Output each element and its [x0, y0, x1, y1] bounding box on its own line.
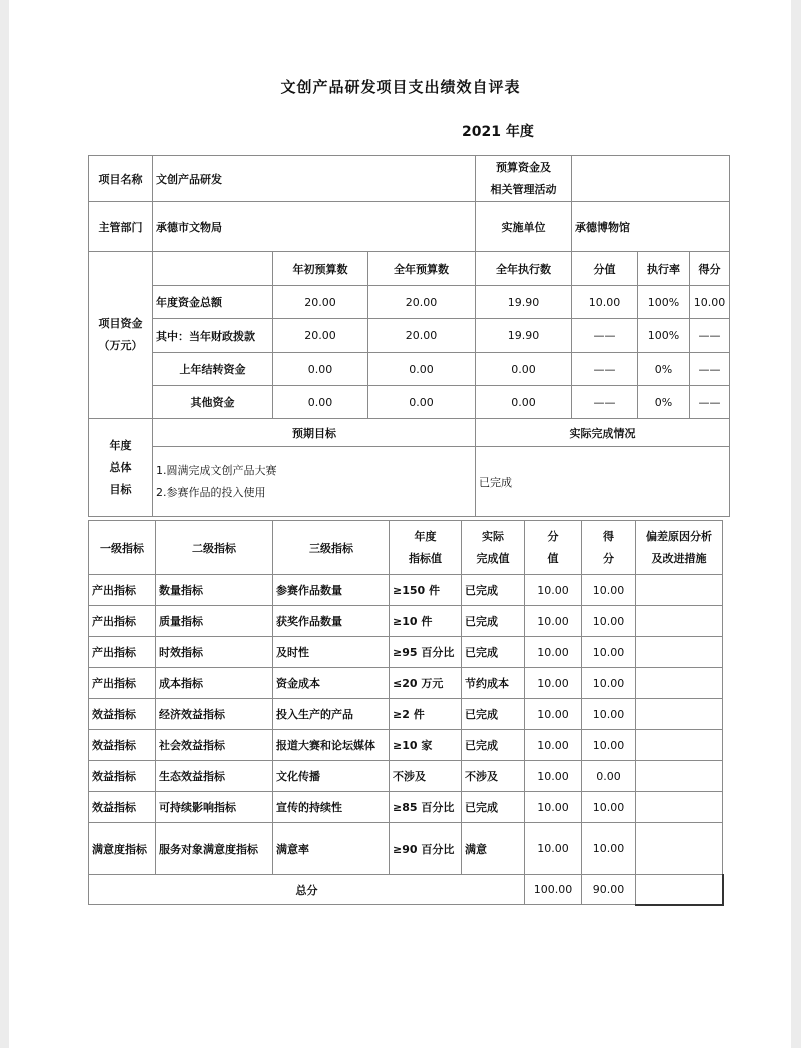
indicator-score: 10.00 [582, 637, 636, 668]
funds-row-initial: 20.00 [273, 319, 368, 353]
funds-row-rate: 0% [638, 353, 690, 386]
indicator-level1: 效益指标 [89, 699, 156, 730]
indicator-row [89, 575, 723, 606]
indicator-level3: 资金成本 [273, 668, 390, 699]
header-level3: 三级指标 [273, 521, 390, 575]
indicator-score-value: 10.00 [525, 668, 582, 699]
indicator-target: ≥95 百分比 [390, 637, 462, 668]
funds-row [89, 386, 730, 419]
funds-row-initial: 0.00 [273, 353, 368, 386]
dept-label: 主管部门 [89, 202, 153, 252]
funds-row-rate: 0% [638, 386, 690, 419]
funds-row-name: 其中：当年财政拨款 [153, 319, 273, 353]
indicator-level1: 效益指标 [89, 792, 156, 823]
goals-label-line-2: 总体 [109, 460, 132, 474]
indicator-score-value: 10.00 [525, 823, 582, 875]
funds-header-rate: 执行率 [638, 252, 690, 286]
project-name-label: 项目名称 [89, 156, 153, 202]
indicator-header-row [89, 521, 723, 575]
indicator-row [89, 699, 723, 730]
indicator-note [636, 668, 723, 699]
funds-row-annual: 20.00 [368, 319, 476, 353]
indicator-score-value: 10.00 [525, 730, 582, 761]
goals-actual-header: 实际完成情况 [476, 419, 730, 447]
funds-row [89, 353, 730, 386]
funds-header-initial: 年初预算数 [273, 252, 368, 286]
indicator-level1: 效益指标 [89, 761, 156, 792]
indicator-row [89, 761, 723, 792]
goals-label [89, 419, 153, 517]
funds-label-line-1: 项目资金 [98, 317, 143, 330]
funds-row-executed: 19.90 [476, 286, 572, 319]
indicator-score-value: 10.00 [525, 606, 582, 637]
indicator-target: ≥150 件 [390, 575, 462, 606]
header-score-line-2: 分 [603, 551, 614, 565]
funds-row-score-value: 10.00 [572, 286, 638, 319]
indicator-target: ≥85 百分比 [390, 792, 462, 823]
indicator-target: ≥10 件 [390, 606, 462, 637]
header-analysis [636, 521, 723, 575]
funds-label [89, 252, 153, 419]
indicator-note [636, 575, 723, 606]
funds-row-annual: 0.00 [368, 353, 476, 386]
indicator-level2: 服务对象满意度指标 [156, 823, 273, 875]
header-score [582, 521, 636, 575]
header-level2: 二级指标 [156, 521, 273, 575]
funds-row-score-value: —— [572, 353, 638, 386]
goals-label-line-3: 目标 [109, 482, 132, 496]
indicator-target: ≤20 万元 [390, 668, 462, 699]
header-actual [462, 521, 525, 575]
funds-row-name: 上年结转资金 [153, 353, 273, 386]
funds-row-score: —— [690, 386, 730, 419]
dept-value: 承德市文物局 [153, 202, 476, 252]
indicator-score: 10.00 [582, 823, 636, 875]
indicator-level1: 产出指标 [89, 668, 156, 699]
indicator-score: 10.00 [582, 606, 636, 637]
indicator-target: ≥90 百分比 [390, 823, 462, 875]
total-value: 100.00 [525, 875, 582, 905]
indicator-row [89, 730, 723, 761]
header-analysis-line-1: 偏差原因分析 [646, 529, 712, 543]
indicator-actual: 节约成本 [462, 668, 525, 699]
indicator-target: ≥2 件 [390, 699, 462, 730]
indicator-level2: 数量指标 [156, 575, 273, 606]
indicator-row [89, 606, 723, 637]
funds-row-annual: 0.00 [368, 386, 476, 419]
total-label: 总分 [89, 875, 525, 905]
funds-label-line-2: （万元） [98, 339, 143, 352]
indicator-level2: 可持续影响指标 [156, 792, 273, 823]
goals-actual-content: 已完成 [476, 447, 730, 517]
indicator-score: 10.00 [582, 699, 636, 730]
indicator-row [89, 637, 723, 668]
funds-row-executed: 19.90 [476, 319, 572, 353]
budget-activity-value [572, 156, 730, 202]
funds-header-blank [153, 252, 273, 286]
funds-header-score-value: 分值 [572, 252, 638, 286]
indicator-actual: 已完成 [462, 637, 525, 668]
funds-row-score-value: —— [572, 386, 638, 419]
header-actual-line-1: 实际 [482, 529, 504, 543]
goals-label-line-1: 年度 [109, 438, 132, 452]
indicator-score-value: 10.00 [525, 637, 582, 668]
impl-label: 实施单位 [476, 202, 572, 252]
impl-value: 承德博物馆 [572, 202, 730, 252]
indicator-actual: 已完成 [462, 699, 525, 730]
indicator-row [89, 792, 723, 823]
funds-row-executed: 0.00 [476, 386, 572, 419]
goals-expected-item-2: 2.参赛作品的投入使用 [156, 485, 266, 499]
indicator-score-value: 10.00 [525, 575, 582, 606]
indicator-actual: 满意 [462, 823, 525, 875]
indicator-score: 10.00 [582, 792, 636, 823]
indicator-level1: 产出指标 [89, 637, 156, 668]
header-score-value-line-1: 分 [547, 529, 559, 543]
header-target-line-1: 年度 [414, 529, 437, 543]
indicator-actual: 不涉及 [462, 761, 525, 792]
indicator-target: 不涉及 [390, 761, 462, 792]
indicator-target: ≥10 家 [390, 730, 462, 761]
indicator-row [89, 823, 723, 875]
funds-row-score: —— [690, 319, 730, 353]
performance-indicators-table [88, 520, 724, 906]
total-row [89, 875, 723, 905]
funds-row-initial: 0.00 [273, 386, 368, 419]
indicator-note [636, 730, 723, 761]
header-score-value [525, 521, 582, 575]
funds-header-score: 得分 [690, 252, 730, 286]
total-note [636, 875, 723, 905]
document-year: 2021 年度 [462, 124, 534, 140]
goals-expected-content [153, 447, 476, 517]
indicator-score-value: 10.00 [525, 761, 582, 792]
project-name-value: 文创产品研发 [153, 156, 476, 202]
funds-row-executed: 0.00 [476, 353, 572, 386]
indicator-actual: 已完成 [462, 606, 525, 637]
indicator-note [636, 699, 723, 730]
indicator-level3: 投入生产的产品 [273, 699, 390, 730]
funds-row-score: 10.00 [690, 286, 730, 319]
funds-row-score: —— [690, 353, 730, 386]
total-score: 90.00 [582, 875, 636, 905]
indicator-score: 0.00 [582, 761, 636, 792]
indicator-level3: 满意率 [273, 823, 390, 875]
header-target [390, 521, 462, 575]
indicator-note [636, 792, 723, 823]
header-actual-line-2: 完成值 [476, 551, 510, 565]
indicator-score: 10.00 [582, 575, 636, 606]
indicator-level3: 及时性 [273, 637, 390, 668]
header-score-line-1: 得 [603, 529, 614, 543]
indicator-level3: 宣传的持续性 [273, 792, 390, 823]
indicator-level2: 社会效益指标 [156, 730, 273, 761]
indicator-level1: 效益指标 [89, 730, 156, 761]
indicator-level3: 报道大赛和论坛媒体 [273, 730, 390, 761]
indicator-level3: 获奖作品数量 [273, 606, 390, 637]
indicator-actual: 已完成 [462, 575, 525, 606]
header-analysis-line-2: 及改进措施 [651, 551, 707, 565]
budget-activity-label-line-2: 相关管理活动 [490, 182, 557, 196]
indicator-level3: 参赛作品数量 [273, 575, 390, 606]
indicator-level2: 生态效益指标 [156, 761, 273, 792]
funds-row [89, 319, 730, 353]
indicator-level1: 满意度指标 [89, 823, 156, 875]
indicator-level2: 成本指标 [156, 668, 273, 699]
goals-expected-header: 预期目标 [153, 419, 476, 447]
funds-row-name: 年度资金总额 [153, 286, 273, 319]
funds-row-initial: 20.00 [273, 286, 368, 319]
indicator-actual: 已完成 [462, 730, 525, 761]
indicator-score: 10.00 [582, 668, 636, 699]
funds-row-annual: 20.00 [368, 286, 476, 319]
funds-row-score-value: —— [572, 319, 638, 353]
funds-row [89, 286, 730, 319]
indicator-note [636, 606, 723, 637]
header-score-value-line-2: 值 [547, 551, 559, 565]
indicator-level3: 文化传播 [273, 761, 390, 792]
indicator-score-value: 10.00 [525, 792, 582, 823]
document-title: 文创产品研发项目支出绩效自评表 [280, 78, 521, 96]
indicator-row [89, 668, 723, 699]
header-target-line-2: 指标值 [409, 551, 442, 565]
goals-expected-item-1: 1.圆满完成文创产品大赛 [156, 463, 277, 477]
funds-row-name: 其他资金 [153, 386, 273, 419]
indicator-level2: 经济效益指标 [156, 699, 273, 730]
indicator-level2: 时效指标 [156, 637, 273, 668]
funds-header-annual: 全年预算数 [368, 252, 476, 286]
indicator-note [636, 823, 723, 875]
funds-row-rate: 100% [638, 319, 690, 353]
budget-activity-label-line-1: 预算资金及 [496, 160, 551, 174]
indicator-rows [89, 575, 723, 875]
project-info-table [88, 155, 730, 517]
header-level1: 一级指标 [89, 521, 156, 575]
indicator-level2: 质量指标 [156, 606, 273, 637]
indicator-level1: 产出指标 [89, 606, 156, 637]
indicator-note [636, 637, 723, 668]
funds-row-rate: 100% [638, 286, 690, 319]
indicator-note [636, 761, 723, 792]
indicator-actual: 已完成 [462, 792, 525, 823]
indicator-level1: 产出指标 [89, 575, 156, 606]
budget-activity-label [476, 156, 572, 202]
indicator-score: 10.00 [582, 730, 636, 761]
funds-header-executed: 全年执行数 [476, 252, 572, 286]
indicator-score-value: 10.00 [525, 699, 582, 730]
